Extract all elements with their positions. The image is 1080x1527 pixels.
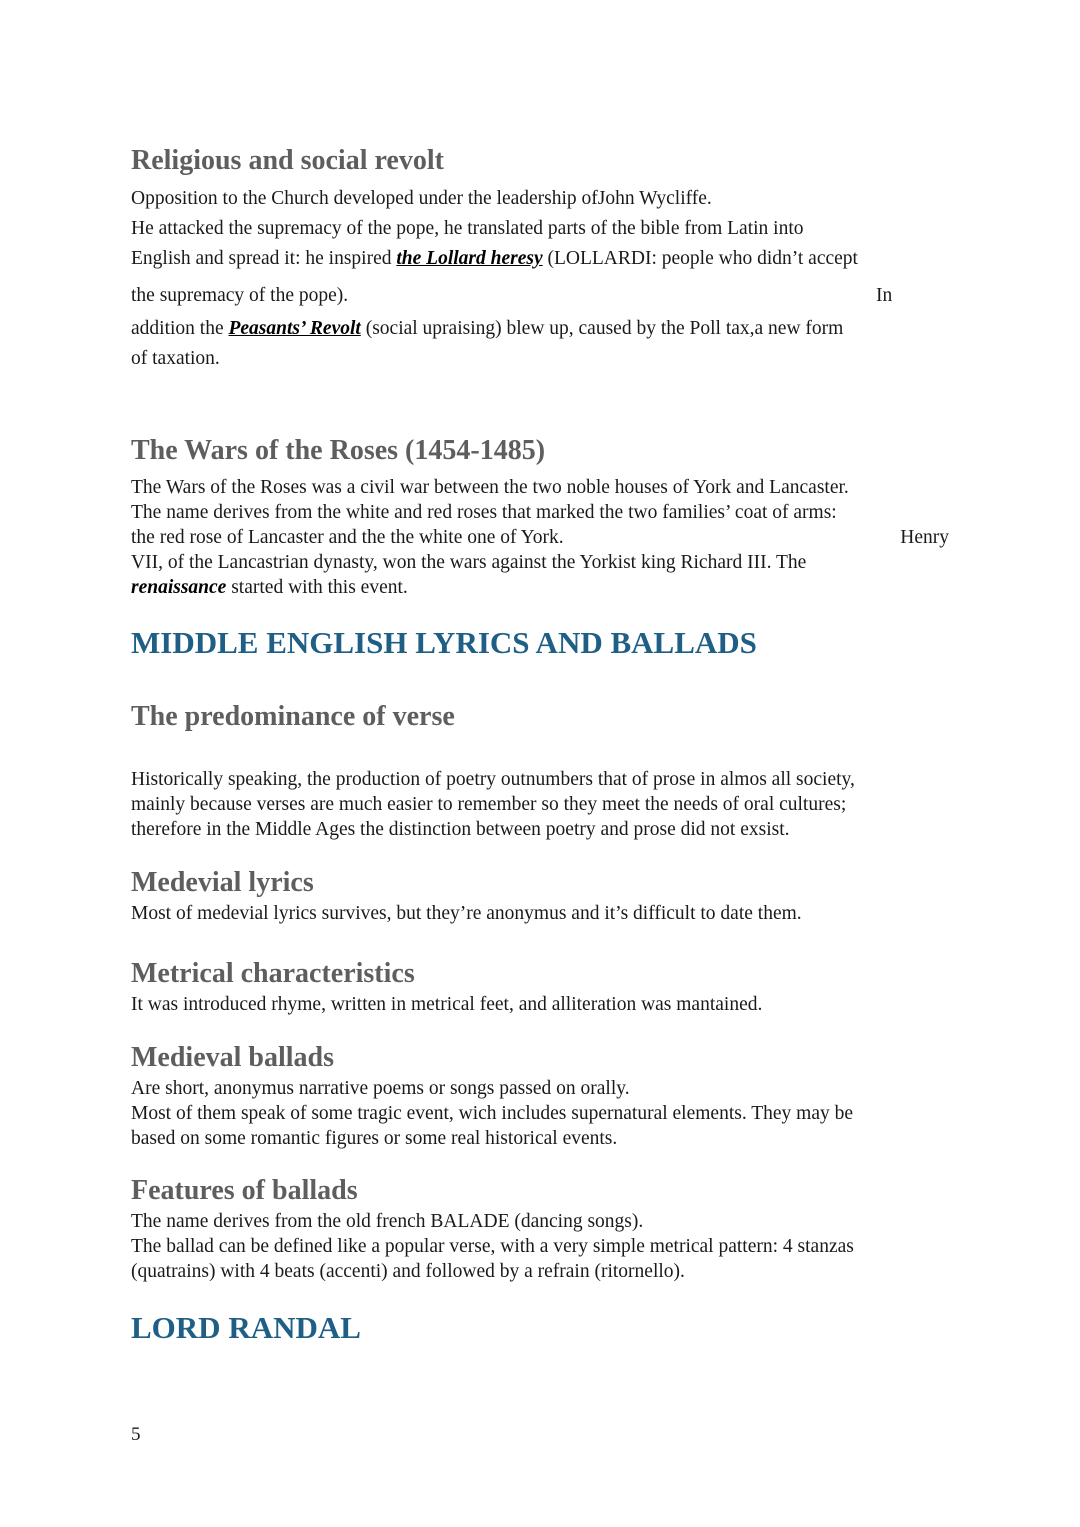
text-line: based on some romantic figures or some real historical events. [131,1128,618,1149]
heading-religious-social-revolt: Religious and social revolt [131,145,444,176]
text-span: started with this event. [226,577,408,598]
text-span: the supremacy of the pope). [131,285,349,306]
paragraph-medieval-ballads [131,1076,949,1151]
text-line: It was introduced rhyme, written in metrical feet, and alliteration was mantained. [131,994,763,1015]
text-line: VII, of the Lancastrian dynasty, won the wars against the Yorkist king Richard III. The [131,552,807,573]
paragraph-predominance-of-verse [131,767,949,842]
paragraph-religious-revolt [131,184,949,374]
text-line [131,314,949,344]
renaissance-emphasis: renaissance [131,577,227,598]
heading-medieval-ballads: Medieval ballads [131,1042,335,1073]
heading-medevial-lyrics: Medevial lyrics [131,867,314,898]
heading-predominance-of-verse: The predominance of verse [131,701,455,732]
heading-features-of-ballads: Features of ballads [131,1175,358,1206]
text-line: Are short, anonymus narrative poems or songs passed on orally. [131,1078,630,1099]
heading-lord-randal: LORD RANDAL [131,1310,361,1345]
text-span: (LOLLARDI: people who didn’t accept [542,248,858,269]
text-line: Most of them speak of some tragic event, wich includes supernatural elements. They may be [131,1103,854,1124]
paragraph-medevial-lyrics [131,901,949,926]
text-span: the red rose of Lancaster and the the white one of York. [131,527,564,548]
text-line: The name derives from the white and red roses that marked the two families’ coat of arms: [131,502,837,523]
text-line: He attacked the supremacy of the pope, he translated parts of the bible from Latin into [131,218,804,239]
text-span: addition the [131,318,229,339]
text-line [131,575,949,600]
page-number: 5 [131,1424,141,1445]
text-line: The ballad can be defined like a popular verse, with a very simple metrical pattern: 4 stanzas [131,1236,854,1257]
text-line: Opposition to the Church developed under the leadership ofJohn Wycliffe. [131,188,712,209]
peasants-revolt-link[interactable]: Peasants’ Revolt [228,318,361,339]
text-span: Henry [900,527,949,548]
heading-wars-of-the-roses: The Wars of the Roses (1454-1485) [131,435,546,466]
text-line [131,281,949,311]
paragraph-metrical-characteristics [131,992,949,1017]
heading-middle-english-lyrics: MIDDLE ENGLISH LYRICS AND BALLADS [131,625,757,660]
text-line [131,244,949,274]
text-line: therefore in the Middle Ages the distinction between poetry and prose did not exsist. [131,819,790,840]
text-span: English and spread it: he inspired [131,248,397,269]
heading-metrical-characteristics: Metrical characteristics [131,958,415,989]
paragraph-features-of-ballads [131,1209,949,1284]
text-line: (quatrains) with 4 beats (accenti) and followed by a refrain (ritornello). [131,1261,685,1282]
text-line [131,525,949,550]
text-line: of taxation. [131,348,220,369]
text-line: Historically speaking, the production of poetry outnumbers that of prose in almos all society, [131,769,855,790]
lollard-heresy-link[interactable]: the Lollard heresy [396,248,543,269]
text-span: (social upraising) blew up, caused by the Poll tax,a new form [360,318,844,339]
paragraph-wars-of-the-roses [131,475,949,600]
text-line: The name derives from the old french BALADE (dancing songs). [131,1211,644,1232]
text-line: Most of medevial lyrics survives, but they’re anonymus and it’s difficult to date them. [131,903,802,924]
text-line: The Wars of the Roses was a civil war between the two noble houses of York and Lancaster. [131,477,849,498]
text-span: In [876,285,893,306]
text-line: mainly because verses are much easier to remember so they meet the needs of oral cultures; [131,794,847,815]
